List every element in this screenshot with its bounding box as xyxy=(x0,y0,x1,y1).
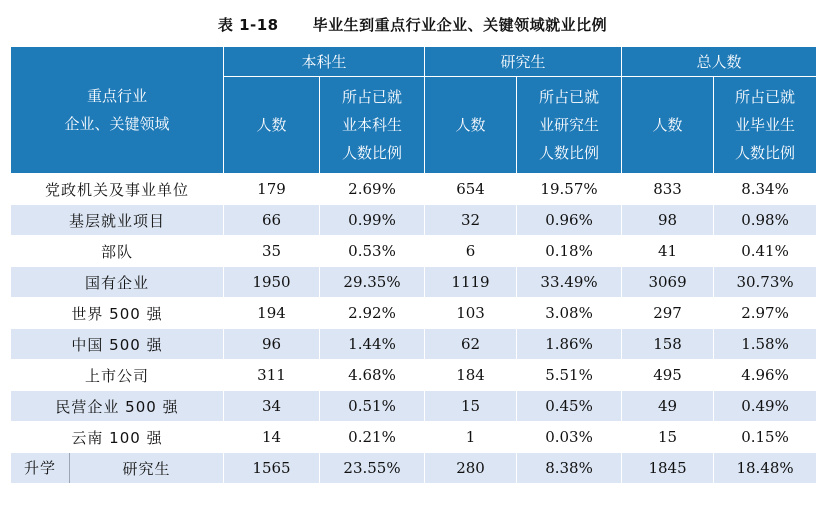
pg-count-cell: 6 xyxy=(425,236,517,267)
pg-count-cell: 184 xyxy=(425,360,517,391)
row-category: 基层就业项目 xyxy=(11,205,224,236)
header-ug-ratio: 所占已就 业本科生 人数比例 xyxy=(320,77,425,174)
row-category: 部队 xyxy=(11,236,224,267)
total-ratio-cell: 30.73% xyxy=(714,267,817,298)
ug-count-cell: 194 xyxy=(224,298,320,329)
total-ratio-cell: 2.97% xyxy=(714,298,817,329)
header-group-total: 总人数 xyxy=(622,47,817,77)
pg-ratio-cell: 0.03% xyxy=(517,422,622,453)
ug-ratio-cell: 23.55% xyxy=(320,453,425,484)
employment-table xyxy=(10,46,817,484)
pg-ratio-cell: 1.86% xyxy=(517,329,622,360)
total-count-cell: 3069 xyxy=(622,267,714,298)
pg-ratio-cell: 19.57% xyxy=(517,174,622,205)
table-row xyxy=(11,329,817,360)
pg-ratio-cell: 0.96% xyxy=(517,205,622,236)
ug-ratio-cell: 0.53% xyxy=(320,236,425,267)
ug-count-cell: 14 xyxy=(224,422,320,453)
header-category: 重点行业 企业、关键领域 xyxy=(11,47,224,174)
row-category: 世界 500 强 xyxy=(11,298,224,329)
table-row-further-study xyxy=(11,453,817,484)
pg-count-cell: 103 xyxy=(425,298,517,329)
ug-ratio-cell: 2.69% xyxy=(320,174,425,205)
total-ratio-cell: 0.15% xyxy=(714,422,817,453)
table-title xyxy=(0,14,825,35)
ug-count-cell: 96 xyxy=(224,329,320,360)
ug-ratio-cell: 0.21% xyxy=(320,422,425,453)
row-category: 云南 100 强 xyxy=(11,422,224,453)
total-ratio-cell: 4.96% xyxy=(714,360,817,391)
total-count-cell: 15 xyxy=(622,422,714,453)
table-caption: 毕业生到重点行业企业、关键领域就业比例 xyxy=(312,16,608,34)
total-count-cell: 495 xyxy=(622,360,714,391)
total-count-cell: 41 xyxy=(622,236,714,267)
table-row xyxy=(11,236,817,267)
ug-count-cell: 34 xyxy=(224,391,320,422)
total-count-cell: 98 xyxy=(622,205,714,236)
header-pg-count: 人数 xyxy=(425,77,517,174)
row-category: 国有企业 xyxy=(11,267,224,298)
table-row xyxy=(11,391,817,422)
table-row xyxy=(11,205,817,236)
total-count-cell: 49 xyxy=(622,391,714,422)
header-total-count: 人数 xyxy=(622,77,714,174)
header-group-postgrad: 研究生 xyxy=(425,47,622,77)
ug-ratio-cell: 1.44% xyxy=(320,329,425,360)
total-ratio-cell: 0.49% xyxy=(714,391,817,422)
pg-count-cell: 280 xyxy=(425,453,517,484)
table-number: 表 1-18 xyxy=(217,16,279,34)
ug-ratio-cell: 29.35% xyxy=(320,267,425,298)
header-group-undergrad: 本科生 xyxy=(224,47,425,77)
pg-count-cell: 1119 xyxy=(425,267,517,298)
row-category-split xyxy=(11,453,224,484)
total-count-cell: 1845 xyxy=(622,453,714,484)
row-category: 党政机关及事业单位 xyxy=(11,174,224,205)
ug-count-cell: 179 xyxy=(224,174,320,205)
row-category-sub: 研究生 xyxy=(122,459,171,478)
total-count-cell: 158 xyxy=(622,329,714,360)
ug-ratio-cell: 0.99% xyxy=(320,205,425,236)
ug-count-cell: 1950 xyxy=(224,267,320,298)
table-row xyxy=(11,360,817,391)
pg-ratio-cell: 33.49% xyxy=(517,267,622,298)
row-category-main: 升学 xyxy=(11,453,70,483)
pg-count-cell: 15 xyxy=(425,391,517,422)
pg-count-cell: 62 xyxy=(425,329,517,360)
pg-count-cell: 654 xyxy=(425,174,517,205)
total-ratio-cell: 1.58% xyxy=(714,329,817,360)
total-ratio-cell: 0.41% xyxy=(714,236,817,267)
ug-ratio-cell: 4.68% xyxy=(320,360,425,391)
header-total-ratio: 所占已就 业毕业生 人数比例 xyxy=(714,77,817,174)
row-category: 中国 500 强 xyxy=(11,329,224,360)
table-row xyxy=(11,298,817,329)
total-count-cell: 833 xyxy=(622,174,714,205)
table-row xyxy=(11,267,817,298)
pg-ratio-cell: 0.45% xyxy=(517,391,622,422)
pg-ratio-cell: 0.18% xyxy=(517,236,622,267)
total-ratio-cell: 8.34% xyxy=(714,174,817,205)
pg-ratio-cell: 8.38% xyxy=(517,453,622,484)
row-category: 民营企业 500 强 xyxy=(11,391,224,422)
row-category: 上市公司 xyxy=(11,360,224,391)
pg-ratio-cell: 5.51% xyxy=(517,360,622,391)
header-ug-count: 人数 xyxy=(224,77,320,174)
ug-count-cell: 311 xyxy=(224,360,320,391)
pg-ratio-cell: 3.08% xyxy=(517,298,622,329)
pg-count-cell: 32 xyxy=(425,205,517,236)
table-row xyxy=(11,174,817,205)
pg-count-cell: 1 xyxy=(425,422,517,453)
table-row xyxy=(11,422,817,453)
total-count-cell: 297 xyxy=(622,298,714,329)
ug-count-cell: 66 xyxy=(224,205,320,236)
ug-count-cell: 1565 xyxy=(224,453,320,484)
ug-ratio-cell: 2.92% xyxy=(320,298,425,329)
header-pg-ratio: 所占已就 业研究生 人数比例 xyxy=(517,77,622,174)
ug-ratio-cell: 0.51% xyxy=(320,391,425,422)
total-ratio-cell: 18.48% xyxy=(714,453,817,484)
ug-count-cell: 35 xyxy=(224,236,320,267)
total-ratio-cell: 0.98% xyxy=(714,205,817,236)
